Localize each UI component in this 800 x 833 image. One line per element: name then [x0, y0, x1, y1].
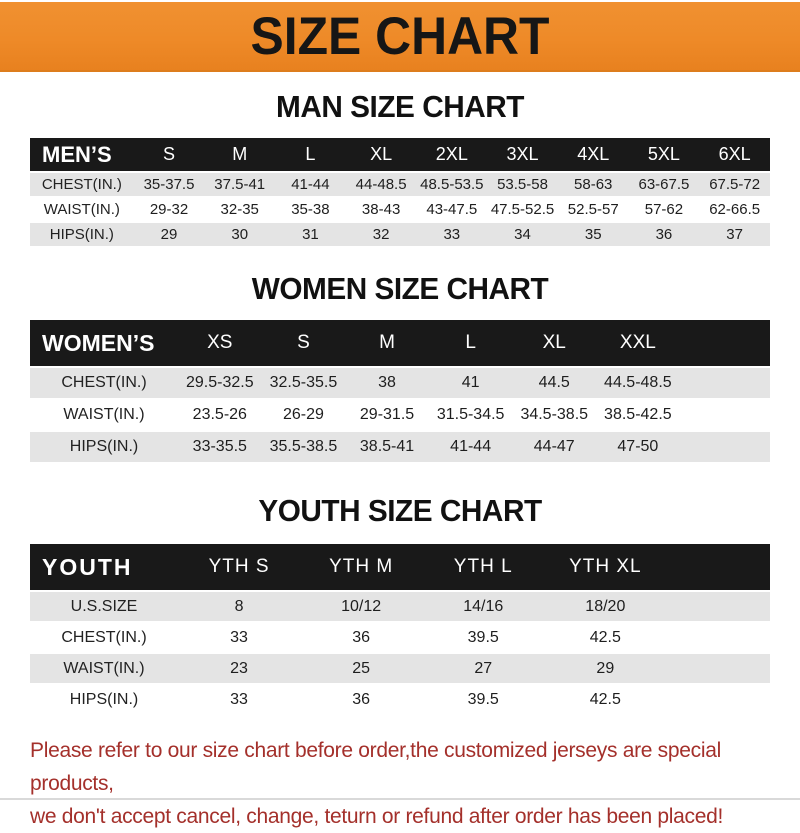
size-cell: 14/16 — [422, 592, 544, 621]
size-cell: 10/12 — [300, 592, 422, 621]
size-cell: 32.5-35.5 — [262, 368, 346, 398]
size-cell: 33 — [416, 223, 487, 246]
table-corner-label: YOUTH — [30, 544, 178, 590]
table-row — [30, 432, 770, 462]
size-cell: 63-67.5 — [629, 173, 700, 196]
size-cell: 44.5-48.5 — [596, 368, 680, 398]
size-cell: 32 — [346, 223, 417, 246]
table-row — [30, 623, 770, 652]
size-cell: 44-48.5 — [346, 173, 417, 196]
size-cell: 33 — [178, 623, 300, 652]
size-cell: 32-35 — [204, 198, 275, 221]
size-cell: 36 — [300, 685, 422, 714]
size-cell: 29 — [134, 223, 205, 246]
size-cell: 18/20 — [544, 592, 666, 621]
table-row — [30, 223, 770, 246]
size-column-header: M — [204, 138, 275, 171]
size-cell: 33 — [178, 685, 300, 714]
size-cell: 47-50 — [596, 432, 680, 462]
row-label: CHEST(IN.) — [30, 173, 134, 196]
row-label: WAIST(IN.) — [30, 654, 178, 683]
table-row — [30, 400, 770, 430]
size-column-header: YTH XL — [544, 544, 666, 590]
size-column-header: L — [429, 320, 513, 366]
size-cell: 29.5-32.5 — [178, 368, 262, 398]
size-cell: 30 — [204, 223, 275, 246]
size-column-header: 6XL — [699, 138, 770, 171]
size-column-header: XL — [512, 320, 596, 366]
size-cell: 42.5 — [544, 685, 666, 714]
row-label: WAIST(IN.) — [30, 198, 134, 221]
table-row — [30, 368, 770, 398]
row-label: HIPS(IN.) — [30, 685, 178, 714]
size-column-header: 4XL — [558, 138, 629, 171]
size-column-header: YTH L — [422, 544, 544, 590]
man-size-table — [30, 136, 770, 248]
header-row — [30, 138, 770, 171]
youth-size-chart-section — [0, 494, 800, 716]
size-cell: 29 — [544, 654, 666, 683]
size-cell: 29-31.5 — [345, 400, 429, 430]
disclaimer-line-1: Please refer to our size chart before order,the customized jerseys are special products, — [30, 739, 721, 795]
size-cell: 35-38 — [275, 198, 346, 221]
row-spacer — [666, 654, 770, 683]
size-cell: 57-62 — [629, 198, 700, 221]
size-cell: 27 — [422, 654, 544, 683]
size-cell: 47.5-52.5 — [487, 198, 558, 221]
size-column-header: 3XL — [487, 138, 558, 171]
man-size-chart-section — [0, 90, 800, 248]
table-row — [30, 685, 770, 714]
size-cell: 33-35.5 — [178, 432, 262, 462]
size-column-header: S — [262, 320, 346, 366]
size-chart-banner — [0, 2, 800, 72]
charts-container — [0, 90, 800, 716]
row-label: CHEST(IN.) — [30, 623, 178, 652]
size-cell: 44-47 — [512, 432, 596, 462]
size-column-header: XL — [346, 138, 417, 171]
size-cell: 35.5-38.5 — [262, 432, 346, 462]
women-size-chart-heading: WOMEN SIZE CHART — [251, 271, 549, 306]
table-row — [30, 198, 770, 221]
table-row — [30, 654, 770, 683]
row-label: U.S.SIZE — [30, 592, 178, 621]
row-spacer — [680, 432, 770, 462]
size-cell: 25 — [300, 654, 422, 683]
size-cell: 53.5-58 — [487, 173, 558, 196]
header-spacer — [680, 320, 770, 366]
size-cell: 37 — [699, 223, 770, 246]
size-cell: 38 — [345, 368, 429, 398]
size-cell: 8 — [178, 592, 300, 621]
header-row — [30, 544, 770, 590]
size-cell: 36 — [629, 223, 700, 246]
size-cell: 39.5 — [422, 685, 544, 714]
size-cell: 36 — [300, 623, 422, 652]
size-cell: 35 — [558, 223, 629, 246]
size-cell: 26-29 — [262, 400, 346, 430]
size-cell: 62-66.5 — [699, 198, 770, 221]
size-column-header: YTH S — [178, 544, 300, 590]
size-cell: 52.5-57 — [558, 198, 629, 221]
size-column-header: L — [275, 138, 346, 171]
size-cell: 23 — [178, 654, 300, 683]
row-label: WAIST(IN.) — [30, 400, 178, 430]
header-spacer — [666, 544, 770, 590]
size-column-header: M — [345, 320, 429, 366]
page-title: SIZE CHART — [250, 6, 550, 66]
man-size-chart-heading: MAN SIZE CHART — [276, 89, 524, 124]
size-cell: 31.5-34.5 — [429, 400, 513, 430]
size-cell: 43-47.5 — [416, 198, 487, 221]
table-corner-label: MEN’S — [30, 138, 134, 171]
header-row — [30, 320, 770, 366]
disclaimer — [30, 734, 772, 833]
youth-size-chart-heading: YOUTH SIZE CHART — [258, 493, 542, 528]
size-cell: 34 — [487, 223, 558, 246]
size-cell: 35-37.5 — [134, 173, 205, 196]
size-cell: 37.5-41 — [204, 173, 275, 196]
size-cell: 44.5 — [512, 368, 596, 398]
size-cell: 39.5 — [422, 623, 544, 652]
size-cell: 58-63 — [558, 173, 629, 196]
size-column-header: 2XL — [416, 138, 487, 171]
row-spacer — [666, 623, 770, 652]
size-cell: 34.5-38.5 — [512, 400, 596, 430]
women-size-chart-section — [0, 272, 800, 464]
size-column-header: S — [134, 138, 205, 171]
table-row — [30, 173, 770, 196]
size-column-header: YTH M — [300, 544, 422, 590]
size-cell: 41 — [429, 368, 513, 398]
size-column-header: 5XL — [629, 138, 700, 171]
row-label: CHEST(IN.) — [30, 368, 178, 398]
size-cell: 38-43 — [346, 198, 417, 221]
size-cell: 67.5-72 — [699, 173, 770, 196]
size-cell: 29-32 — [134, 198, 205, 221]
table-row — [30, 592, 770, 621]
row-spacer — [680, 400, 770, 430]
row-label: HIPS(IN.) — [30, 223, 134, 246]
row-spacer — [680, 368, 770, 398]
size-cell: 41-44 — [429, 432, 513, 462]
row-spacer — [666, 685, 770, 714]
size-cell: 42.5 — [544, 623, 666, 652]
women-size-table — [30, 318, 770, 464]
row-spacer — [666, 592, 770, 621]
youth-size-table — [30, 542, 770, 716]
size-column-header: XXL — [596, 320, 680, 366]
row-label: HIPS(IN.) — [30, 432, 178, 462]
size-cell: 38.5-42.5 — [596, 400, 680, 430]
disclaimer-line-2: we don't accept cancel, change, teturn or refund after order has been placed! — [30, 805, 724, 828]
size-cell: 23.5-26 — [178, 400, 262, 430]
size-column-header: XS — [178, 320, 262, 366]
table-corner-label: WOMEN’S — [30, 320, 178, 366]
size-cell: 31 — [275, 223, 346, 246]
size-cell: 41-44 — [275, 173, 346, 196]
size-cell: 48.5-53.5 — [416, 173, 487, 196]
size-cell: 38.5-41 — [345, 432, 429, 462]
